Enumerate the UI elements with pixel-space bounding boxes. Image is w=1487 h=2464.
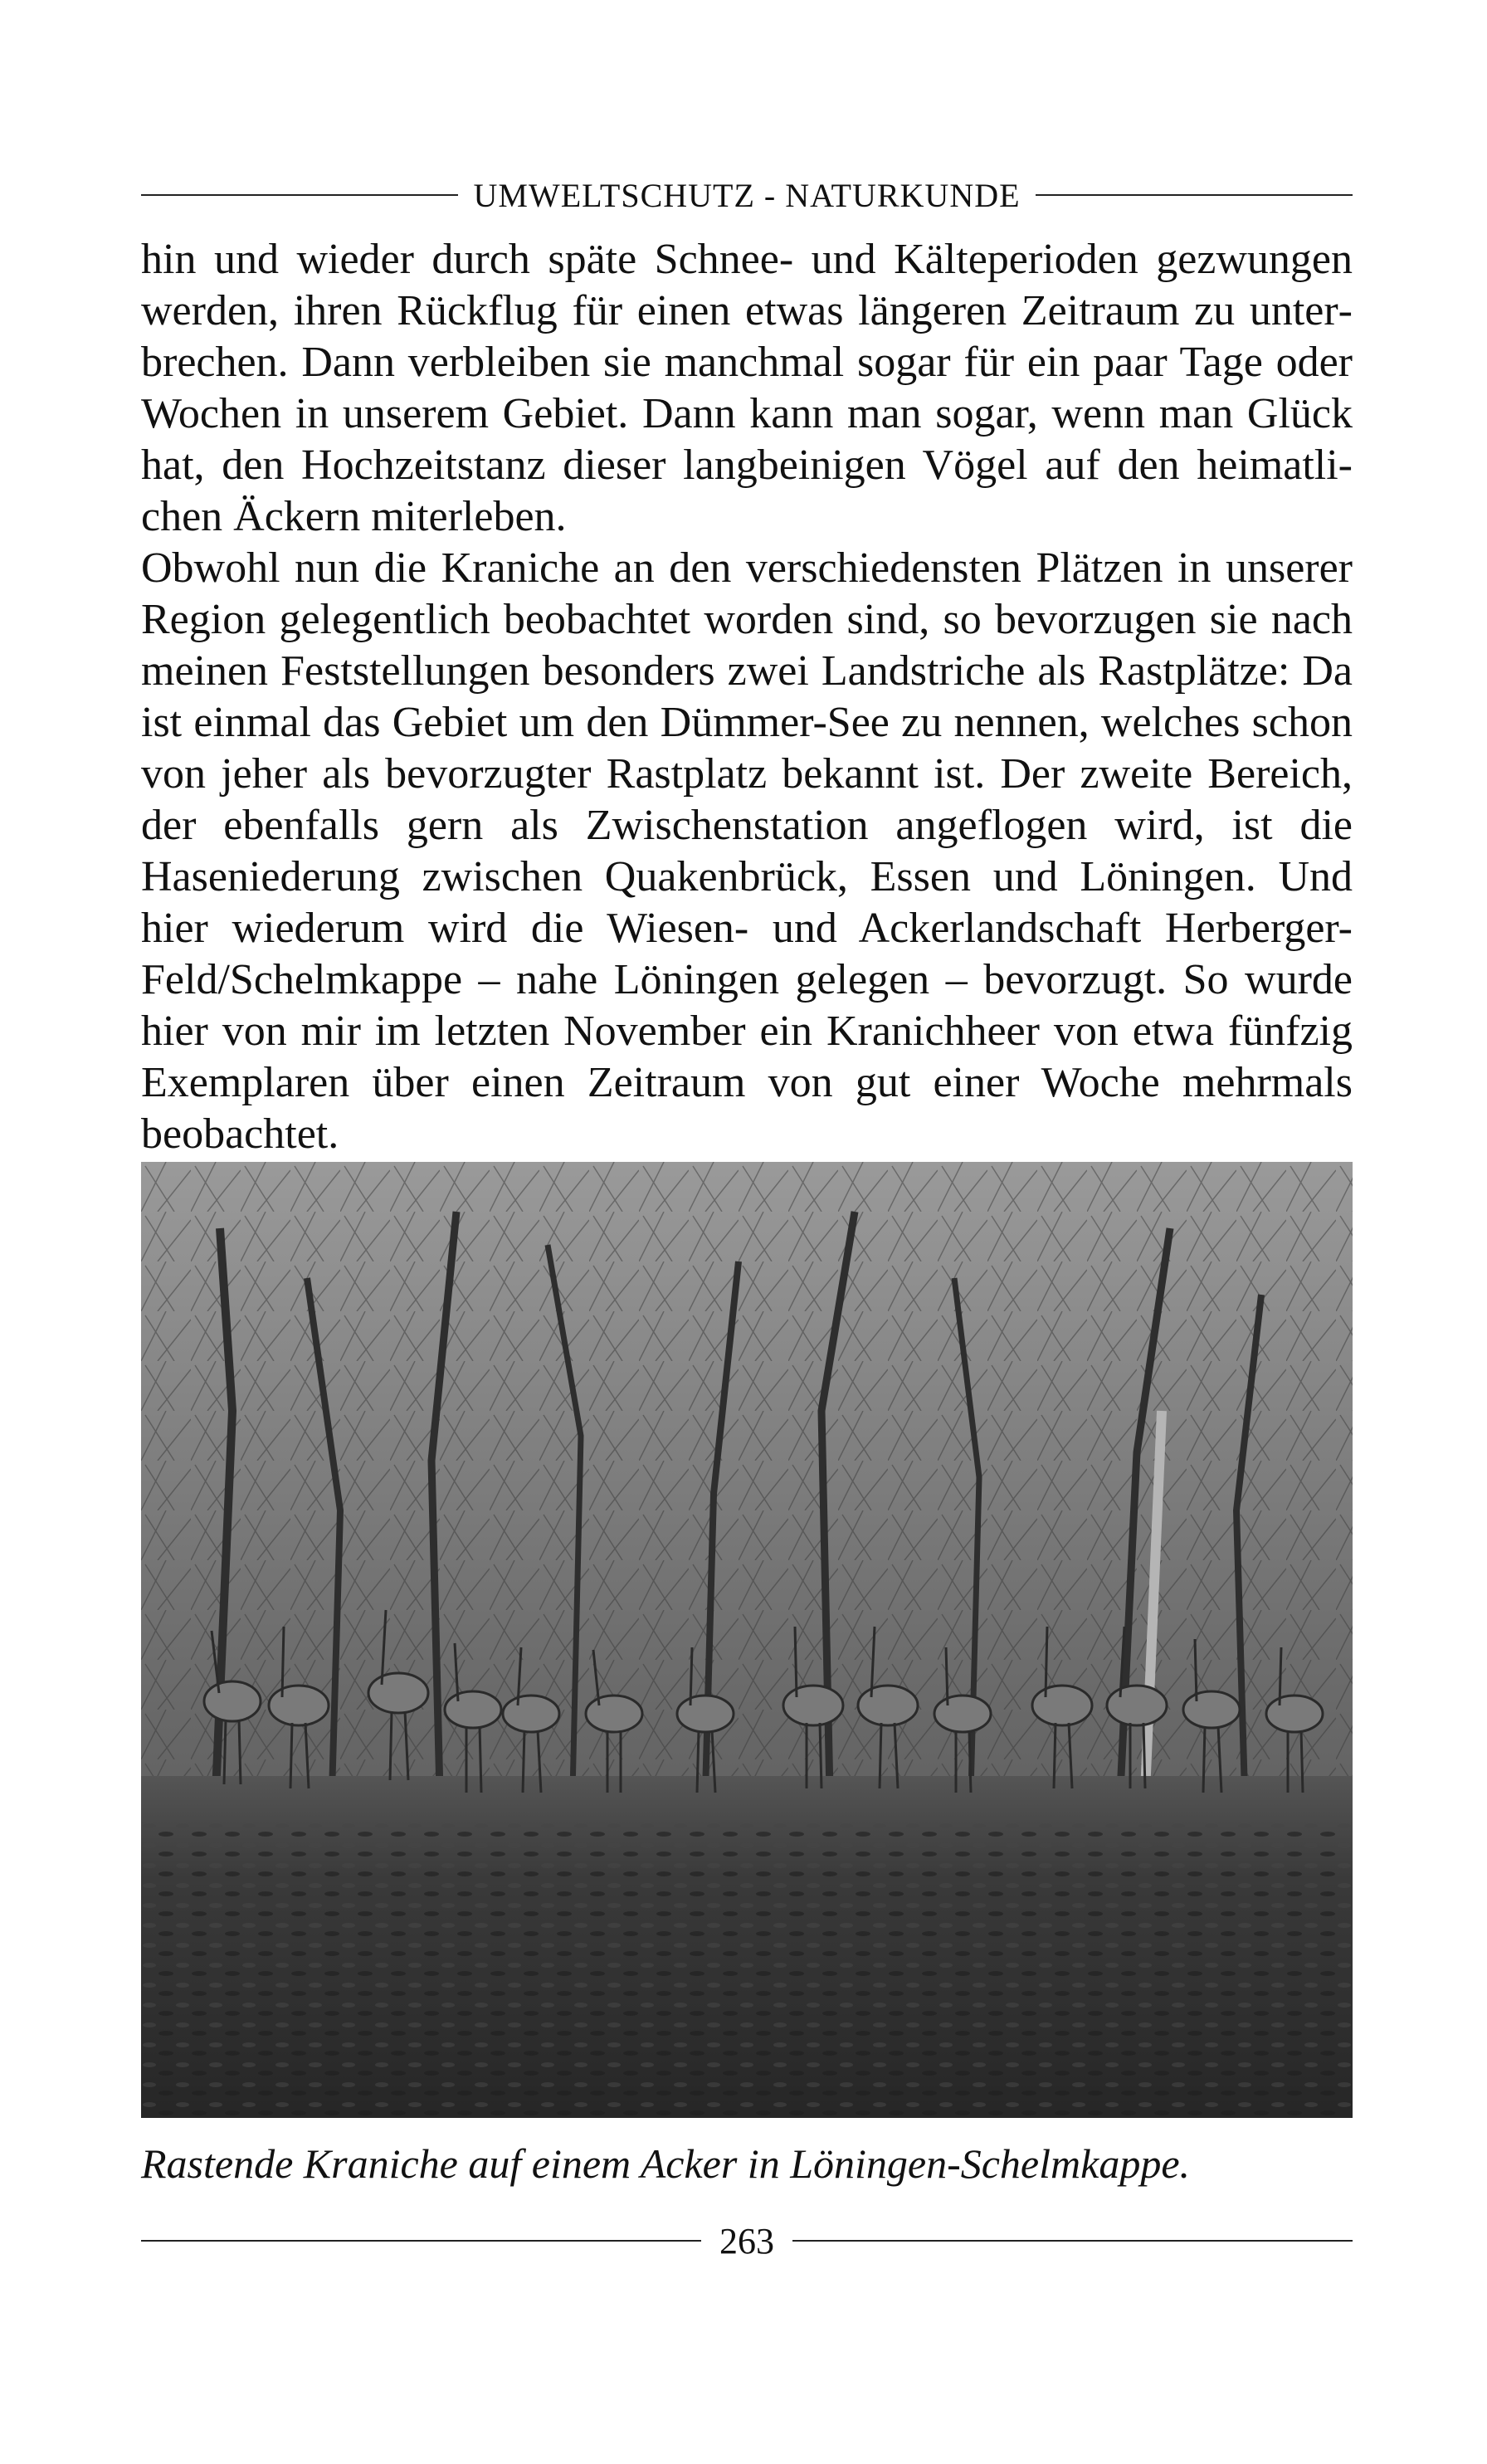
body-text: [141, 234, 1353, 1160]
paragraph-1: hin und wieder durch späte Schnee- und Kälteperioden gezwungen werden, ihren Rückflug für einen etwas längeren Zeitraum zu unterbrechen. Dann verbleiben sie manchmal sogar für ein paar Tage oder Wochen in unserem Gebiet. Dann kann man sogar, wenn man Glück hat, den Hochzeitstanz dieser langbeinigen Vögel auf den heimatlichen Äckern miterleben.: [141, 236, 1353, 540]
page-footer: [141, 2212, 1353, 2270]
footer-rule-left: [141, 2240, 701, 2242]
photo-illustration: [141, 1162, 1353, 2118]
running-title: UMWELTSCHUTZ - NATURKUNDE: [473, 176, 1021, 214]
page-number: 263: [719, 2220, 774, 2262]
field-soil: [141, 1818, 1353, 2118]
photo-cranes-on-field: [141, 1162, 1353, 2118]
footer-rule-right: [792, 2240, 1353, 2242]
header-rule-right: [1036, 194, 1353, 196]
header-rule-left: [141, 194, 458, 196]
figure-caption: Rastende Kraniche auf einem Acker in Löningen-Schelmkappe.: [141, 2140, 1191, 2187]
running-head: [141, 170, 1353, 220]
paragraph-2: Obwohl nun die Kraniche an den verschiedensten Plätzen in unserer Region gelegentlich beobachtet worden sind, so bevorzugen sie nach meinen Feststellungen besonders zwei Landstriche als Rastplätze: Da ist einmal das Gebiet um den Dümmer-See zu nennen, welches schon von jeher als bevorzugter Rastplatz bekannt ist. Der zweite Bereich, der ebenfalls gern als Zwischenstation angeflogen wird, ist die Haseniederung zwischen Quakenbrück, Essen und Löningen. Und hier wiederum wird die Wiesen- und Ackerlandschaft Herberger-Feld/Schelmkappe – nahe Löningen gelegen – bevorzugt. So wurde hier von mir im letzten November ein Kranichheer von etwa fünfzig Exemplaren über einen Zeitraum von gut einer Woche mehrmals beobachtet.: [141, 544, 1353, 1158]
